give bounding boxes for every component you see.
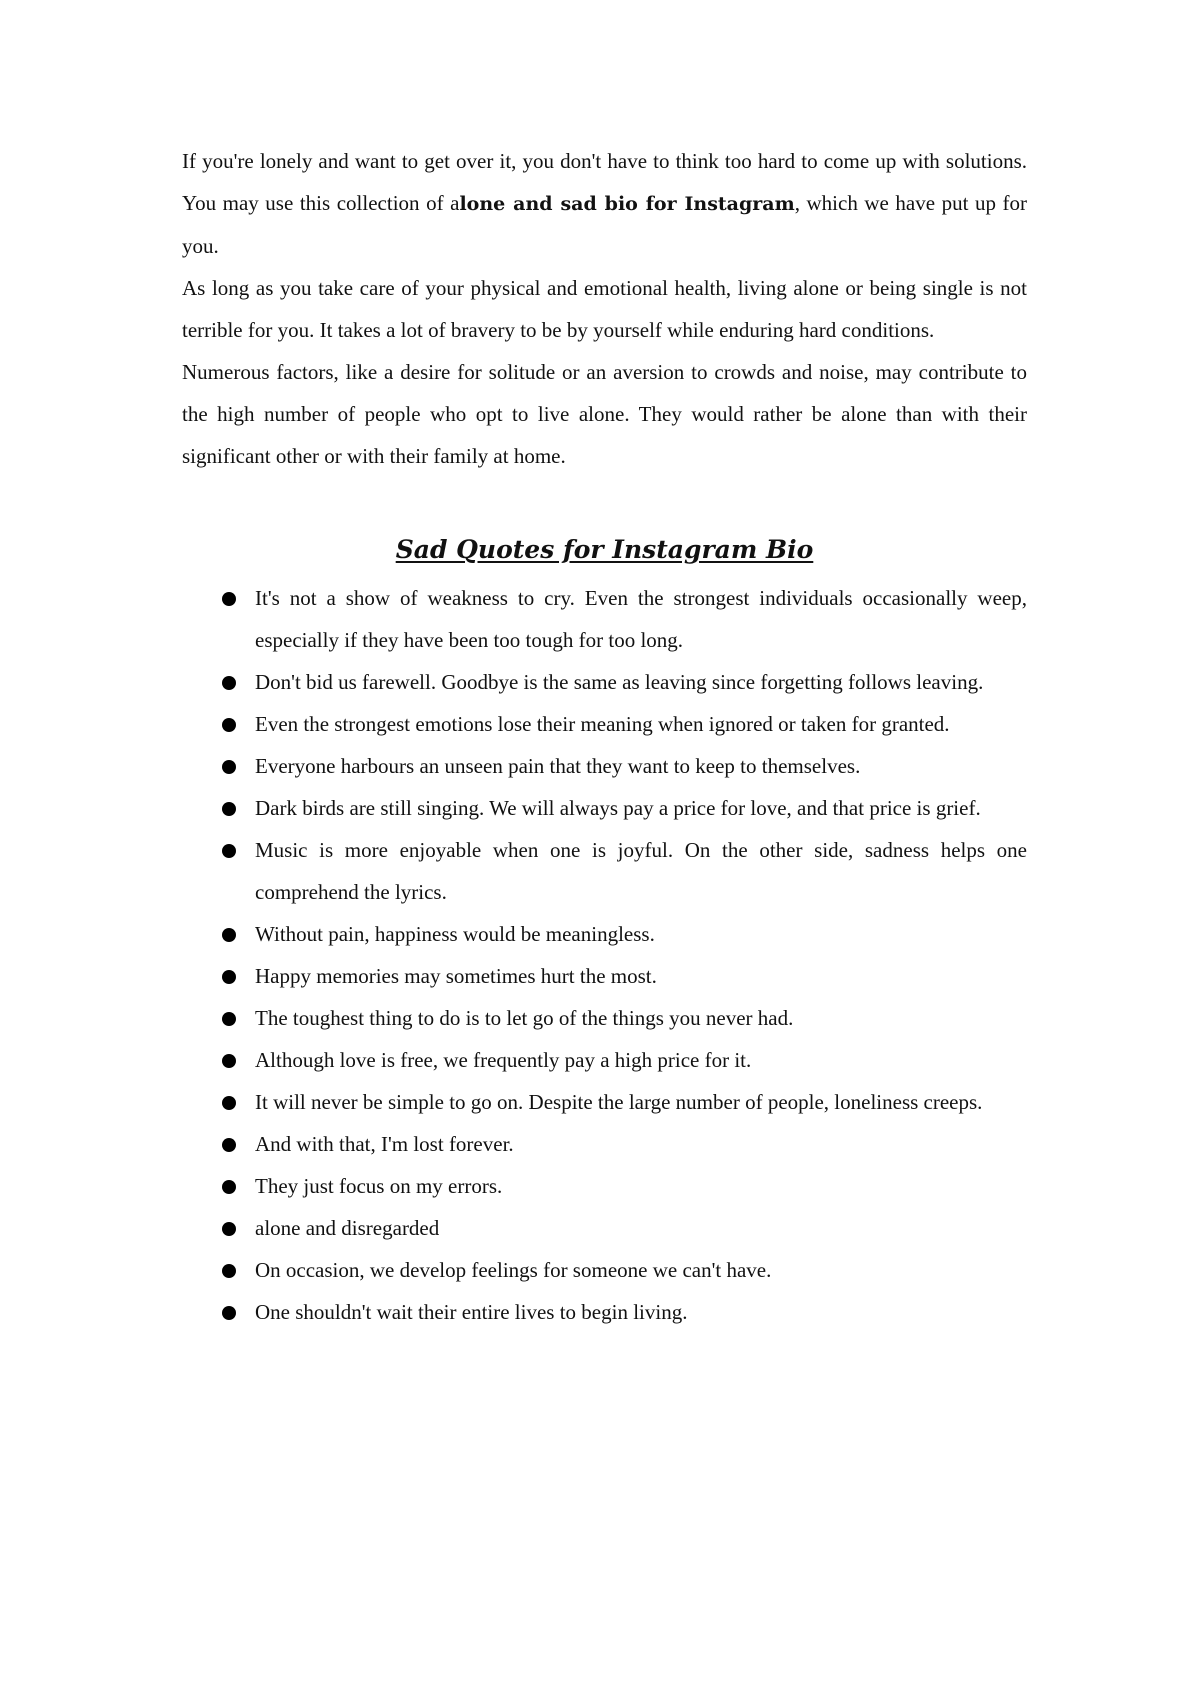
bullet-icon: [222, 676, 236, 690]
bullet-icon: [222, 844, 236, 858]
quote-item: [182, 1123, 1027, 1165]
quote-item: [182, 1249, 1027, 1291]
intro-paragraph-1-end: , which we have put up for you.: [182, 191, 1027, 258]
quote-item: [182, 955, 1027, 997]
section-heading: Sad Quotes for Instagram Bio: [395, 535, 814, 564]
bullet-icon: [222, 970, 236, 984]
intro-paragraph-1: [182, 140, 1027, 267]
quote-text: On occasion, we develop feelings for someone we can't have.: [255, 1258, 772, 1282]
bullet-icon: [222, 718, 236, 732]
quote-list: [182, 577, 1027, 1333]
quote-text: Dark birds are still singing. We will always pay a price for love, and that price is grief.: [255, 796, 981, 820]
intro-paragraph-1-start: If you're lonely and want to get over it, you don't have to think too hard to come up with solutions. You may use this collection of a: [182, 149, 1027, 215]
quote-text: Without pain, happiness would be meaningless.: [255, 922, 655, 946]
quote-text: It will never be simple to go on. Despite the large number of people, loneliness creeps.: [255, 1090, 983, 1114]
quote-text: It's not a show of weakness to cry. Even the strongest individuals occasionally weep, especially if they have been too tough for too long.: [255, 586, 1027, 652]
quote-item: [182, 997, 1027, 1039]
quote-text: Music is more enjoyable when one is joyful. On the other side, sadness helps one comprehend the lyrics.: [255, 838, 1027, 904]
intro-section: [182, 140, 1027, 477]
bullet-icon: [222, 1222, 236, 1236]
bullet-icon: [222, 1096, 236, 1110]
bullet-icon: [222, 1138, 236, 1152]
quote-text: Everyone harbours an unseen pain that they want to keep to themselves.: [255, 754, 861, 778]
quote-item: [182, 1081, 1027, 1123]
quote-item: [182, 577, 1027, 661]
quote-text: They just focus on my errors.: [255, 1174, 503, 1198]
intro-paragraph-3: Numerous factors, like a desire for solitude or an aversion to crowds and noise, may contribute to the high number of people who opt to live alone. They would rather be alone than with their significant other or with their family at home.: [182, 360, 1027, 468]
quote-item: [182, 1207, 1027, 1249]
bullet-icon: [222, 1054, 236, 1068]
bullet-icon: [222, 928, 236, 942]
intro-bold-phrase: lone and sad bio for Instagram: [459, 193, 795, 215]
quote-item: [182, 913, 1027, 955]
quote-item: [182, 745, 1027, 787]
quote-text: Don't bid us farewell. Goodbye is the same as leaving since forgetting follows leaving.: [255, 670, 984, 694]
quote-item: [182, 1291, 1027, 1333]
bullet-icon: [222, 1180, 236, 1194]
quote-text: Happy memories may sometimes hurt the most.: [255, 964, 657, 988]
bullet-icon: [222, 1012, 236, 1026]
quote-text: And with that, I'm lost forever.: [255, 1132, 514, 1156]
bullet-icon: [222, 760, 236, 774]
quote-text: alone and disregarded: [255, 1216, 440, 1240]
quote-item: [182, 661, 1027, 703]
quote-text: Even the strongest emotions lose their meaning when ignored or taken for granted.: [255, 712, 950, 736]
bullet-icon: [222, 802, 236, 816]
intro-paragraph-2: As long as you take care of your physical and emotional health, living alone or being single is not terrible for you. It takes a lot of bravery to be by yourself while enduring hard conditions.: [182, 276, 1027, 342]
quote-item: [182, 1165, 1027, 1207]
quote-item: [182, 1039, 1027, 1081]
quote-item: [182, 703, 1027, 745]
bullet-icon: [222, 592, 236, 606]
bullet-icon: [222, 1306, 236, 1320]
quote-item: [182, 787, 1027, 829]
quote-text: Although love is free, we frequently pay a high price for it.: [255, 1048, 752, 1072]
quote-text: One shouldn't wait their entire lives to begin living.: [255, 1300, 688, 1324]
quote-item: [182, 829, 1027, 913]
quote-text: The toughest thing to do is to let go of the things you never had.: [255, 1006, 794, 1030]
document-page: [182, 140, 1027, 1333]
bullet-icon: [222, 1264, 236, 1278]
